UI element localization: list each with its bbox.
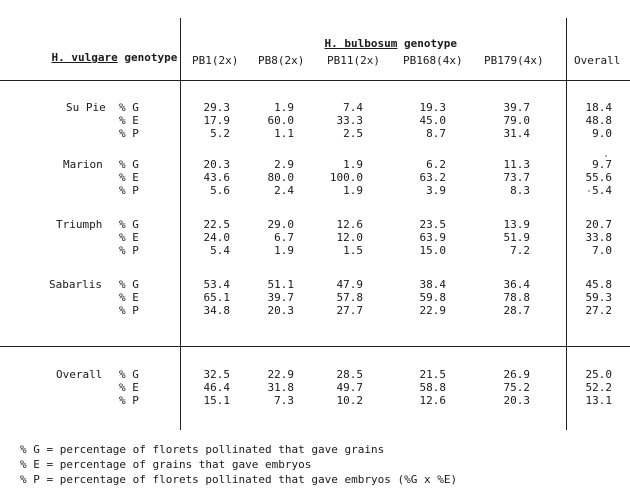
metric-label-p: % P — [119, 127, 139, 140]
cell: 57.8 — [336, 291, 363, 304]
cell: 21.5 — [419, 368, 446, 381]
cell: 9.0 — [592, 127, 612, 140]
cell: 5.2 — [210, 127, 230, 140]
species-vulgare: H. vulgare — [51, 51, 118, 64]
row-name-su-pie: Su Pie — [66, 101, 106, 114]
cell: 80.0 — [267, 171, 294, 184]
cell: 9.7 — [592, 158, 612, 171]
cell: 22.9 — [419, 304, 446, 317]
cell: 6.2 — [426, 158, 446, 171]
cell: 31.8 — [267, 381, 294, 394]
cell: 13.9 — [503, 218, 530, 231]
cell: 1.9 — [274, 101, 294, 114]
cell: 23.5 — [419, 218, 446, 231]
metric-label-p: % P — [119, 244, 139, 257]
cell: 29.0 — [267, 218, 294, 231]
cell: 28.5 — [336, 368, 363, 381]
cell: 55.6 — [585, 171, 612, 184]
cell: 2.4 — [274, 184, 294, 197]
cell: 34.8 — [203, 304, 230, 317]
cell: 45.0 — [419, 114, 446, 127]
metric-label-g: % G — [119, 368, 139, 381]
cell: 15.1 — [203, 394, 230, 407]
cell: 60.0 — [267, 114, 294, 127]
cell: 6.7 — [274, 231, 294, 244]
cell: 73.7 — [503, 171, 530, 184]
cell: 49.7 — [336, 381, 363, 394]
scan-speck — [605, 155, 607, 157]
cell: 3.9 — [426, 184, 446, 197]
metric-label-g: % G — [119, 158, 139, 171]
metric-label-e: % E — [119, 171, 139, 184]
cell: 63.9 — [419, 231, 446, 244]
row-group-heading — [25, 38, 177, 77]
cell: 65.1 — [203, 291, 230, 304]
cell: 15.0 — [419, 244, 446, 257]
cell: 32.5 — [203, 368, 230, 381]
cell: 27.2 — [585, 304, 612, 317]
cell: 53.4 — [203, 278, 230, 291]
metric-label-e: % E — [119, 114, 139, 127]
metric-label-g: % G — [119, 278, 139, 291]
row-name-triumph: Triumph — [56, 218, 103, 231]
rule-before-overall — [0, 346, 630, 347]
cell: 18.4 — [585, 101, 612, 114]
cell: 36.4 — [503, 278, 530, 291]
cell: 20.7 — [585, 218, 612, 231]
cell: 2.5 — [343, 127, 363, 140]
metric-label-e: % E — [119, 231, 139, 244]
footnote-g: % G = percentage of florets pollinated that gave grains — [20, 443, 385, 456]
row-name-marion: Marion — [63, 158, 103, 171]
cell: 5.4 — [210, 244, 230, 257]
cell: 5.6 — [210, 184, 230, 197]
metric-label-e: % E — [119, 381, 139, 394]
column-header-overall: Overall — [574, 54, 621, 67]
cell: 45.8 — [585, 278, 612, 291]
cell: 7.0 — [592, 244, 612, 257]
rule-header-bottom — [0, 80, 630, 81]
column-header-pb8: PB8(2x) — [258, 54, 305, 67]
cell: 7.4 — [343, 101, 363, 114]
cell: 1.9 — [274, 244, 294, 257]
cell: 25.0 — [585, 368, 612, 381]
cell: 59.8 — [419, 291, 446, 304]
cell: 1.5 — [343, 244, 363, 257]
cell: 1.9 — [343, 158, 363, 171]
cell: 47.9 — [336, 278, 363, 291]
cell: 58.8 — [419, 381, 446, 394]
cell: 52.2 — [585, 381, 612, 394]
cell: 100.0 — [329, 171, 363, 184]
footnote-e: % E = percentage of grains that gave embryos — [20, 458, 312, 471]
cell: 12.6 — [336, 218, 363, 231]
cell: 7.2 — [510, 244, 530, 257]
cell: 51.1 — [267, 278, 294, 291]
cell: 19.3 — [419, 101, 446, 114]
cell: 2.9 — [274, 158, 294, 171]
row-name-overall: Overall — [56, 368, 103, 381]
cell: 26.9 — [503, 368, 530, 381]
cell: 11.3 — [503, 158, 530, 171]
cell: 20.3 — [503, 394, 530, 407]
cell: 33.8 — [585, 231, 612, 244]
cell: 12.0 — [336, 231, 363, 244]
cell: 22.9 — [267, 368, 294, 381]
genotype-label: genotype — [117, 51, 178, 64]
cell: 8.7 — [426, 127, 446, 140]
metric-label-p: % P — [119, 304, 139, 317]
cell: 79.0 — [503, 114, 530, 127]
cell: 1.9 — [343, 184, 363, 197]
cell: 46.4 — [203, 381, 230, 394]
metric-label-p: % P — [119, 184, 139, 197]
cell: 63.2 — [419, 171, 446, 184]
cell: 75.2 — [503, 381, 530, 394]
cell: 10.2 — [336, 394, 363, 407]
cell: 20.3 — [267, 304, 294, 317]
cell: 24.0 — [203, 231, 230, 244]
genotype-label: genotype — [397, 37, 457, 50]
cell: 1.1 — [274, 127, 294, 140]
species-bulbosum: H. bulbosum — [324, 37, 398, 50]
column-header-pb1: PB1(2x) — [192, 54, 239, 67]
column-header-pb179: PB179(4x) — [484, 54, 544, 67]
footnote-p: % P = percentage of florets pollinated that gave embryos (%G x %E) — [20, 473, 458, 486]
metric-label-e: % E — [119, 291, 139, 304]
cell: 39.7 — [503, 101, 530, 114]
cell: 28.7 — [503, 304, 530, 317]
cell: 78.8 — [503, 291, 530, 304]
cell: 48.8 — [585, 114, 612, 127]
row-name-sabarlis: Sabarlis — [49, 278, 102, 291]
cell: 29.3 — [203, 101, 230, 114]
cell: 17.9 — [203, 114, 230, 127]
cell: 5.4 — [592, 184, 612, 197]
metric-label-g: % G — [119, 218, 139, 231]
metric-label-g: % G — [119, 101, 139, 114]
cell: 27.7 — [336, 304, 363, 317]
cell: 7.3 — [274, 394, 294, 407]
cell: 22.5 — [203, 218, 230, 231]
column-header-pb11: PB11(2x) — [327, 54, 380, 67]
cell: 59.3 — [585, 291, 612, 304]
cell: 31.4 — [503, 127, 530, 140]
metric-label-p: % P — [119, 394, 139, 407]
cell: 20.3 — [203, 158, 230, 171]
cell: 51.9 — [503, 231, 530, 244]
column-header-pb168: PB168(4x) — [403, 54, 463, 67]
cell: 43.6 — [203, 171, 230, 184]
cell: 13.1 — [585, 394, 612, 407]
cell: 39.7 — [267, 291, 294, 304]
cell: 33.3 — [336, 114, 363, 127]
cell: 12.6 — [419, 394, 446, 407]
cell: 38.4 — [419, 278, 446, 291]
cell: 8.3 — [510, 184, 530, 197]
